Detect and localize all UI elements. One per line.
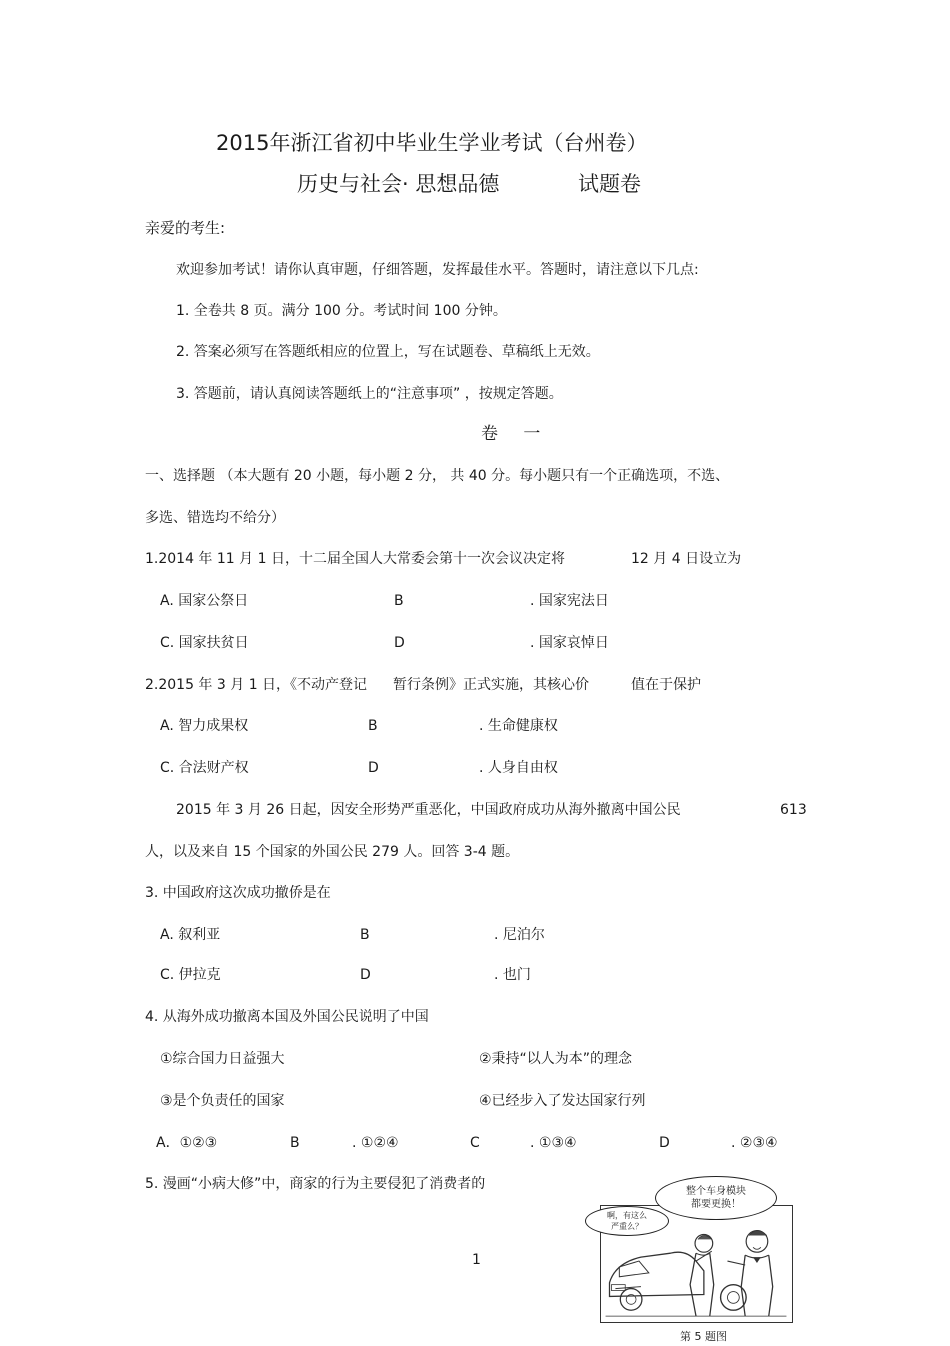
q4-option-c: . ①③④	[530, 1135, 577, 1151]
q3-option-d: . 也门	[494, 967, 531, 983]
q4-option-a: A．①②③	[156, 1135, 218, 1151]
q2-option-b: . 生命健康权	[479, 718, 558, 734]
q2-option-a: A. 智力成果权	[160, 718, 249, 734]
note-3: 3. 答题前，请认真阅读答题纸上的“注意事项” ，按规定答题。	[176, 386, 563, 402]
q1-stem: 1.2014 年 11 月 1 日，十二届全国人大常委会第十一次会议决定将	[145, 551, 565, 567]
q1-option-d: . 国家哀悼日	[530, 635, 609, 651]
q5-stem: 5. 漫画“小病大修”中，商家的行为主要侵犯了消费者的	[145, 1176, 486, 1192]
q1-option-b-letter: B	[394, 593, 404, 609]
material-line1: 2015 年 3 月 26 日起，因安全形势严重恶化，中国政府成功从海外撤离中国公民	[176, 802, 681, 818]
speech-bubble-mechanic-line1: 整个车身模块	[686, 1186, 746, 1197]
page-number: 1	[472, 1252, 481, 1268]
exam-subtitle-paper: 试题卷	[578, 172, 641, 196]
q3-stem: 3. 中国政府这次成功撤侨是在	[145, 885, 331, 901]
q4-option-b-letter: B	[290, 1135, 300, 1151]
q4-statement-4: ④已经步入了发达国家行列	[479, 1093, 646, 1109]
exam-title: 2015年浙江省初中毕业生学业考试（台州卷）	[216, 131, 648, 155]
q1-option-a: A. 国家公祭日	[160, 593, 249, 609]
q4-option-d: . ②③④	[731, 1135, 778, 1151]
q4-option-d-letter: D	[659, 1135, 670, 1151]
q4-statement-1: ①综合国力日益强大	[160, 1051, 285, 1067]
q4-stem: 4. 从海外成功撤离本国及外国公民说明了中国	[145, 1009, 429, 1025]
q4-option-b: . ①②④	[352, 1135, 399, 1151]
q2-option-c: C. 合法财产权	[160, 760, 249, 776]
q2-option-b-letter: B	[368, 718, 378, 734]
q2-stem: 2.2015 年 3 月 1 日，《不动产登记	[145, 677, 368, 693]
q3-option-c: C. 伊拉克	[160, 967, 221, 983]
note-1: 1. 全卷共 8 页。满分 100 分。考试时间 100 分钟。	[176, 303, 507, 319]
q2-stem-end: 值在于保护	[631, 677, 701, 693]
q3-option-b: . 尼泊尔	[494, 927, 545, 943]
intro-text: 欢迎参加考试！请你认真审题，仔细答题，发挥最佳水平。答题时，请注意以下几点:	[176, 262, 699, 278]
q3-option-b-letter: B	[360, 927, 370, 943]
q2-stem-middle: 暂行条例》正式实施，其核心价	[393, 677, 589, 693]
speech-bubble-customer	[585, 1206, 669, 1236]
exam-subtitle-subject: 历史与社会· 思想品德	[297, 172, 500, 196]
greeting: 亲爱的考生:	[145, 219, 226, 237]
q1-stem-end: 12 月 4 日设立为	[631, 551, 742, 567]
q1-option-c: C. 国家扶贫日	[160, 635, 249, 651]
q4-option-c-letter: C	[470, 1135, 480, 1151]
section-title: 卷 一	[481, 424, 551, 444]
q4-statement-2: ②秉持“以人为本”的理念	[479, 1051, 633, 1067]
q4-statement-3: ③是个负责任的国家	[160, 1093, 285, 1109]
q1-option-d-letter: D	[394, 635, 405, 651]
q2-option-d: . 人身自由权	[479, 760, 558, 776]
material-line2: 人，以及来自 15 个国家的外国公民 279 人。回答 3-4 题。	[145, 844, 520, 860]
note-2: 2. 答案必须写在答题纸相应的位置上，写在试题卷、草稿纸上无效。	[176, 344, 600, 360]
material-line1-number: 613	[780, 802, 807, 818]
speech-bubble-mechanic	[655, 1176, 777, 1220]
speech-bubble-customer-line1: 啊，有这么	[607, 1211, 647, 1220]
part-heading-line1: 一、选择题 （本大题有 20 小题，每小题 2 分， 共 40 分。每小题只有一个正确选项，不选、	[145, 468, 730, 484]
speech-bubble-customer-line2: 严重么？	[611, 1222, 643, 1231]
q3-option-d-letter: D	[360, 967, 371, 983]
q2-option-d-letter: D	[368, 760, 379, 776]
q3-option-a: A. 叙利亚	[160, 927, 221, 943]
q1-option-b: . 国家宪法日	[530, 593, 609, 609]
speech-bubble-mechanic-line2: 都要更换！	[691, 1199, 741, 1210]
figure-caption: 第 5 题图	[680, 1330, 727, 1343]
part-heading-line2: 多选、错选均不给分）	[145, 510, 285, 526]
